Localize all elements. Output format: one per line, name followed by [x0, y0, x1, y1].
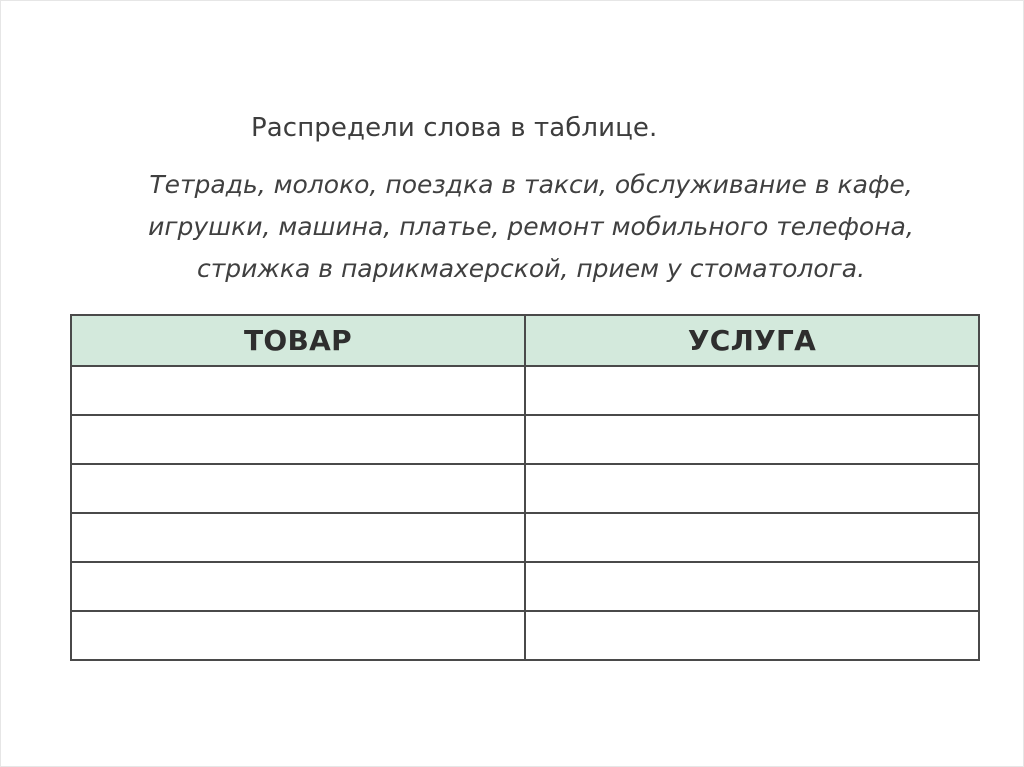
word-list-line: Тетрадь, молоко, поездка в такси, обслуживание в кафе,: [149, 170, 913, 199]
table-cell-goods[interactable]: [71, 611, 525, 660]
table-cell-services[interactable]: [525, 562, 979, 611]
table-row: [71, 366, 979, 415]
table-cell-services[interactable]: [525, 366, 979, 415]
table-cell-goods[interactable]: [71, 513, 525, 562]
column-header-goods: ТОВАР: [71, 315, 525, 366]
table-header-row: [71, 315, 979, 366]
table-row: [71, 513, 979, 562]
table-row: [71, 464, 979, 513]
table-row: [71, 415, 979, 464]
word-list: [81, 164, 981, 290]
table-cell-goods[interactable]: [71, 366, 525, 415]
table-row: [71, 562, 979, 611]
column-header-services: УСЛУГА: [525, 315, 979, 366]
table-cell-goods[interactable]: [71, 562, 525, 611]
table-cell-services[interactable]: [525, 611, 979, 660]
word-list-line: стрижка в парикмахерской, прием у стоматолога.: [196, 254, 866, 283]
table-cell-services[interactable]: [525, 513, 979, 562]
table-row: [71, 611, 979, 660]
table-cell-services[interactable]: [525, 464, 979, 513]
table-cell-goods[interactable]: [71, 464, 525, 513]
table-cell-services[interactable]: [525, 415, 979, 464]
sorting-table: [70, 314, 980, 661]
task-instruction: Распредели слова в таблице.: [251, 113, 658, 143]
word-list-line: игрушки, машина, платье, ремонт мобильного телефона,: [148, 212, 914, 241]
table-cell-goods[interactable]: [71, 415, 525, 464]
